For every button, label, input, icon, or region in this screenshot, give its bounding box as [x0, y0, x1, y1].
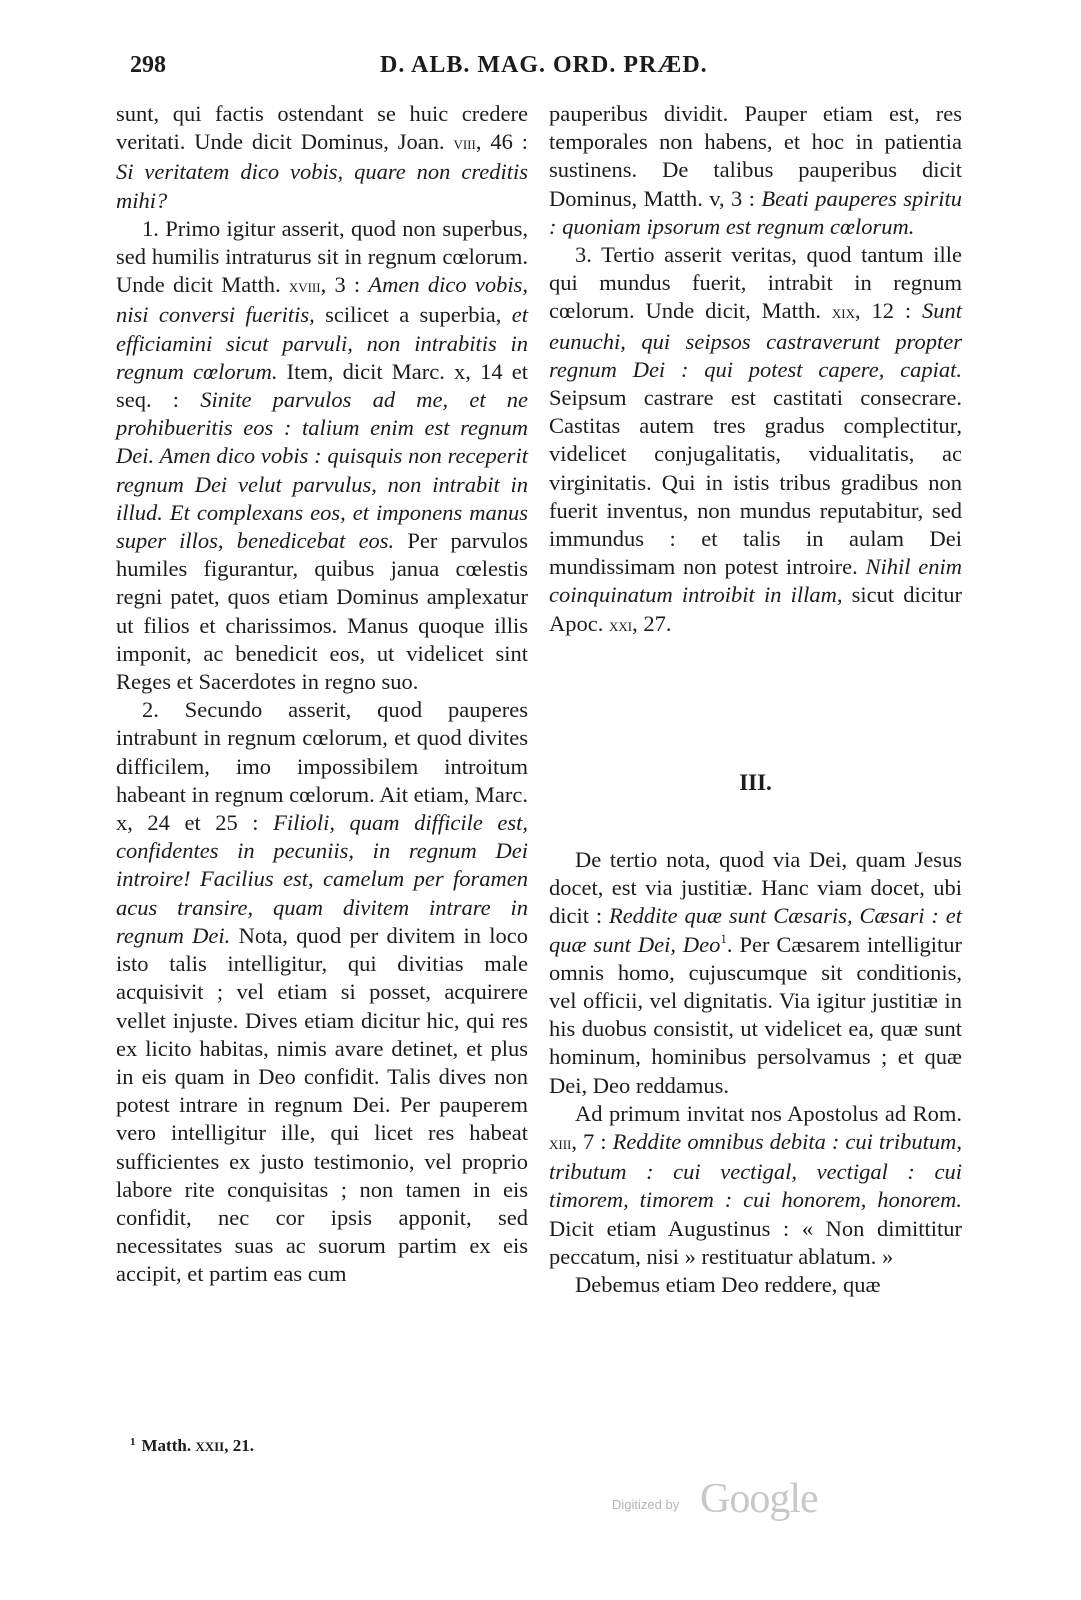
right-column-top — [549, 100, 962, 640]
google-logo: Google — [700, 1476, 818, 1522]
right-column-bottom — [549, 846, 962, 1299]
left-column — [116, 100, 528, 1289]
running-header — [130, 52, 956, 88]
watermark-label: Digitized by — [612, 1497, 680, 1512]
paragraph: sunt, qui factis ostendant se huic credere veritati. Unde dicit Dominus, Joan. viii, 46 : Si veritatem dico vobis, quare non creditis mihi? — [116, 101, 528, 213]
paragraph: pauperibus dividit. Pauper etiam est, res temporales non habens, et hoc in patientia sustinens. De talibus pauperibus dicit Dominus, Matth. v, 3 : Beati pauperes spiritu : quoniam ipsorum est regnum cœlorum. — [549, 101, 962, 239]
section-heading: III. — [739, 770, 772, 795]
footnote-marker: 1 — [720, 930, 727, 946]
footnote-marker: 1 — [130, 1436, 136, 1448]
running-title: D. ALB. MAG. ORD. PRÆD. — [380, 52, 708, 78]
paragraph: De tertio nota, quod via Dei, quam Jesus docet, est via justitiæ. Hanc viam docet, ubi dicit : Reddite quæ sunt Cæsaris, Cæsari : et quæ sunt Dei, Deo$^1$. Per Cæsarem intelligitur omnis homo, cujuscumque sit conditionis, vel officii, vel dignitatis. Via igitur justitiæ in his duobus consistit, ut videlicet ea, quæ sunt hominum, hominibus persolvamus ; et quæ Dei, Deo reddamus. — [549, 847, 962, 1098]
paragraph: Ad primum invitat nos Apostolus ad Rom. xiii, 7 : Reddite omnibus debita : cui tributum, tributum : cui vectigal, vectigal : cui timorem, timorem : cui honorem, honorem. Dicit etiam Augustinus : « Non dimittitur peccatum, nisi » restituatur ablatum. » — [549, 1100, 962, 1269]
footnote: $^1$ Matth. xxii, 21. — [130, 1435, 254, 1456]
digitized-watermark — [612, 1475, 852, 1525]
paragraph: 1. Primo igitur asserit, quod non superbus, sed humilis intraturus sit in regnum cœlorum. Unde dicit Matth. xviii, 3 : Amen dico vobis, nisi conversi fueritis, scilicet a superbia, et efficiamini sicut parvuli, non intrabitis in regnum cœlorum. Item, dicit Marc. x, 14 et seq. : Sinite parvulos ad me, et ne prohibueritis eos : talium enim est regnum Dei. Amen dico vobis : quisquis non receperit regnum Dei velut parvulus, non intrabit in illud. Et complexans eos, et imponens manus super illos, benedicebat eos. Per parvulos humiles figurantur, quibus janua cœlestis regni patet, quos etiam Dominus amplexatur ut filios et charissimos. Manus quoque illis imponit, ac benedicit eos, ut videlicet sint Reges et Sacerdotes in regno suo. — [116, 215, 529, 695]
page-number: 298 — [130, 52, 166, 78]
paragraph: 2. Secundo asserit, quod pauperes intrabunt in regnum cœlorum, et quod divites difficilem, imo impossibilem introitum habeant in regnum cœlorum. Ait etiam, Marc. x, 24 et 25 : Filioli, quam difficile est, confidentes in pecuniis, in regnum Dei introire! Facilius est, camelum per foramen acus transire, quam divitem intrare in regnum Dei. Nota, quod per divitem in loco isto talis intelligitur, qui divitias male acquisivit ; vel etiam si posset, acquirere vellet injuste. Dives etiam dicitur hic, qui res ex licito habitas, nimis avare detinet, et plus in eis quam in Deo confidit. Talis dives non potest intrare in regnum Dei. Per pauperem vero intelligitur ille, qui licet res habeat sufficientes ex justo testimonio, vel proprio labore rite conquisitas ; non tamen in eis confidit, nec cor ipsis apponit, sed necessitates suas ac suorum partim ex eis accipit, et partim eas cum — [116, 697, 528, 1287]
paragraph: 3. Tertio asserit veritas, quod tantum ille qui mundus fuerit, intrabit in regnum cœlorum. Unde dicit, Matth. xix, 12 : Sunt eunuchi, qui seipsos castraverunt propter regnum Dei : qui potest capere, capiat. Seipsum castrare est castitati consecrare. Castitas autem tres gradus complectitur, videlicet conjugalitatis, vidualitatis, ac virginitatis. Qui in istis tribus gradibus non fuerit inventus, non mundus reputabitur, sed immundus : et talis in aulam Dei mundissimam non potest introire. Nihil enim coinquinatum introibit in illam, sicut dicitur Apoc. xxi, 27. — [549, 242, 962, 636]
paragraph: Debemus etiam Deo reddere, quæ — [575, 1272, 881, 1298]
